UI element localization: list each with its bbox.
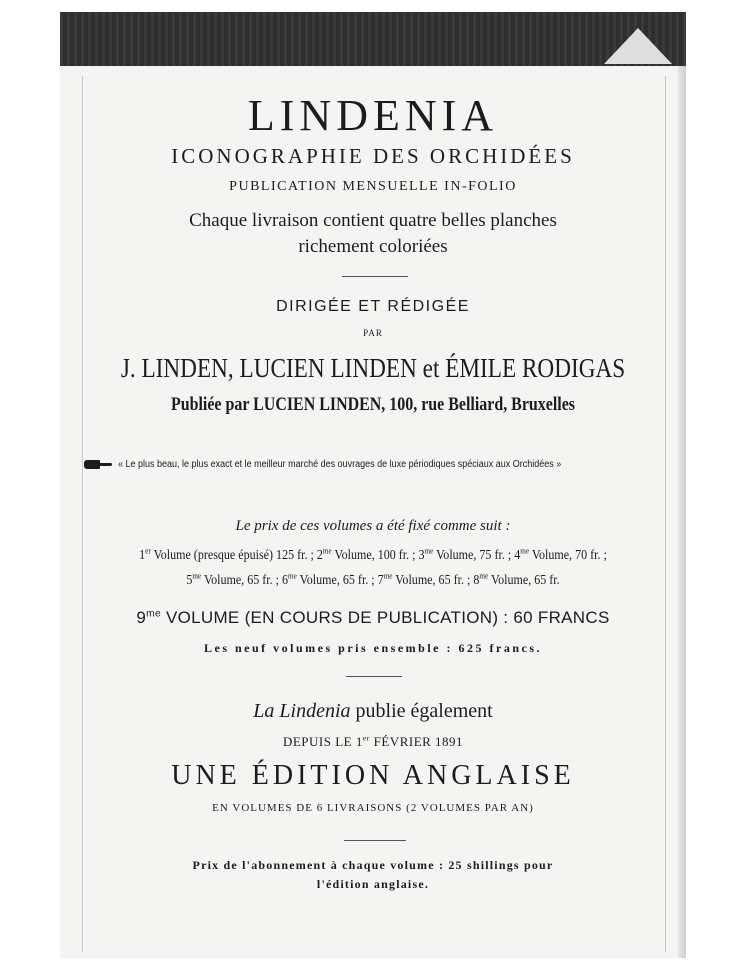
page-tab-triangle [604, 28, 672, 64]
english-edition-heading: UNE ÉDITION ANGLAISE [171, 760, 575, 791]
scan-dark-strip [60, 12, 686, 66]
price-intro: Le prix de ces volumes a été fixé comme suit : [235, 518, 511, 534]
quote-text: « Le plus beau, le plus exact et le meilleur marché des ouvrages de luxe périodiques spéciaux aux Orchidées » [118, 458, 562, 470]
page-frame [82, 76, 666, 952]
directed-heading: DIRIGÉE ET RÉDIGÉE [276, 298, 470, 315]
volumes-of-line: EN VOLUMES DE 6 LIVRAISONS (2 VOLUMES PAR AN) [212, 802, 534, 814]
subscription-line-2: l'édition anglaise. [316, 877, 430, 891]
also-publishes-line: La Lindenia publie également [253, 700, 493, 722]
volume-prices-line-2: $5^{me}$ Volume, 65 fr. ; $6^{me}$ Volume, 65 fr. ; $7^{me}$ Volume, 65 fr. ; $8^{me}$ Volume, 65 fr. [186, 571, 560, 588]
contents-line-2: richement coloriées [298, 236, 448, 257]
publisher-line: Publiée par LUCIEN LINDEN, 100, rue Belliard, Bruxelles [170, 394, 576, 415]
since-date-line: DEPUIS LE 1er FÉVRIER 1891 [282, 733, 464, 749]
by-label: PAR [363, 328, 383, 338]
volume-prices-line-1: 1er Volume (presque épuisé) 125 fr. ; $2^{me}$ Volume, 100 fr. ; $3^{me}$ Volume, 75 fr. ; $4^{me}$ Volume, 70 fr. ; [139, 546, 607, 563]
document-page [60, 66, 686, 958]
divider-3 [344, 840, 406, 841]
divider-2 [346, 676, 402, 677]
subscription-line-1: Prix de l'abonnement à chaque volume : 25 shillings pour [192, 858, 554, 872]
pointing-hand-icon [84, 458, 112, 470]
doc-title: LINDENIA [247, 91, 499, 140]
nine-volumes-line: Les neuf volumes pris ensemble : 625 francs. [204, 641, 542, 655]
quote-row [84, 458, 664, 470]
contents-line-1: Chaque livraison contient quatre belles planches [189, 210, 557, 231]
page-edge-shadow [678, 66, 686, 958]
authors-line: J. LINDEN, LUCIEN LINDEN et ÉMILE RODIGAS [120, 353, 626, 383]
publication-frequency: PUBLICATION MENSUELLE IN-FOLIO [229, 179, 517, 194]
doc-subtitle: ICONOGRAPHIE DES ORCHIDÉES [171, 144, 575, 168]
divider-1 [342, 276, 408, 277]
volume-9-line: $9^{me}$ VOLUME (EN COURS DE PUBLICATION) : 60 FRANCS [136, 608, 610, 627]
